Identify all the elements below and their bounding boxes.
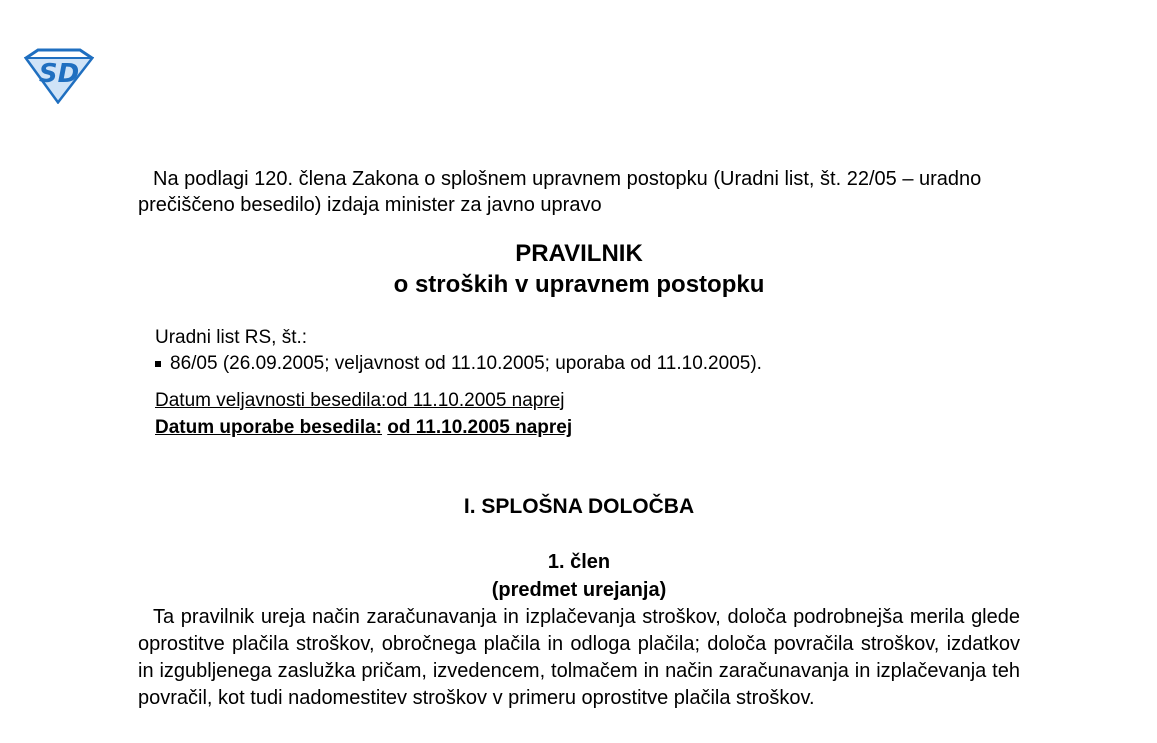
gazette-entry: 86/05 (26.09.2005; veljavnost od 11.10.2005; uporaba od 11.10.2005). — [170, 353, 762, 374]
use-row — [155, 414, 1020, 441]
use-label: Datum uporabe besedila: — [155, 417, 382, 438]
intro-paragraph: Na podlagi 120. člena Zakona o splošnem upravnem postopku (Uradni list, št. 22/05 – uradno prečiščeno besedilo) izdaja minister za javno upravo — [138, 168, 982, 216]
document-body — [138, 166, 1020, 712]
title-line-2: o stroških v upravnem postopku — [393, 271, 765, 298]
dates-block — [155, 387, 1020, 441]
sd-logo-icon — [22, 48, 96, 104]
use-value: od 11.10.2005 naprej — [387, 417, 573, 438]
title-line-1: PRAVILNIK — [515, 240, 643, 267]
validity-label: Datum veljavnosti besedila: — [155, 390, 387, 411]
section-heading: I. SPLOŠNA DOLOČBA — [463, 495, 695, 518]
bullet-icon — [155, 361, 161, 367]
article-heading — [138, 548, 1020, 604]
validity-value: od 11.10.2005 naprej — [386, 390, 565, 411]
gazette-entry-row — [155, 351, 1020, 377]
article-number: 1. člen — [547, 551, 611, 573]
svg-text:SD: SD — [38, 59, 80, 89]
document-title — [138, 238, 1020, 300]
validity-row — [155, 387, 1020, 414]
gazette-label: Uradni list RS, št.: — [155, 327, 308, 348]
article-text: Ta pravilnik ureja način zaračunavanja in izplačevanja stroškov, določa podrobnejša merila glede oprostitve plačila stroškov, obročnega plačila in odloga plačila; določa povračila stroškov, izdatkov in izgubljenega zaslužka pričam, izvedencem, tolmačem in način zaračunavanja in izplačevanja teh povračil, kot tudi nadomestitev stroškov v primeru oprostitve plačila stroškov. — [138, 606, 1020, 709]
gazette-info — [155, 325, 1020, 377]
article-subtitle: (predmet urejanja) — [491, 579, 667, 601]
